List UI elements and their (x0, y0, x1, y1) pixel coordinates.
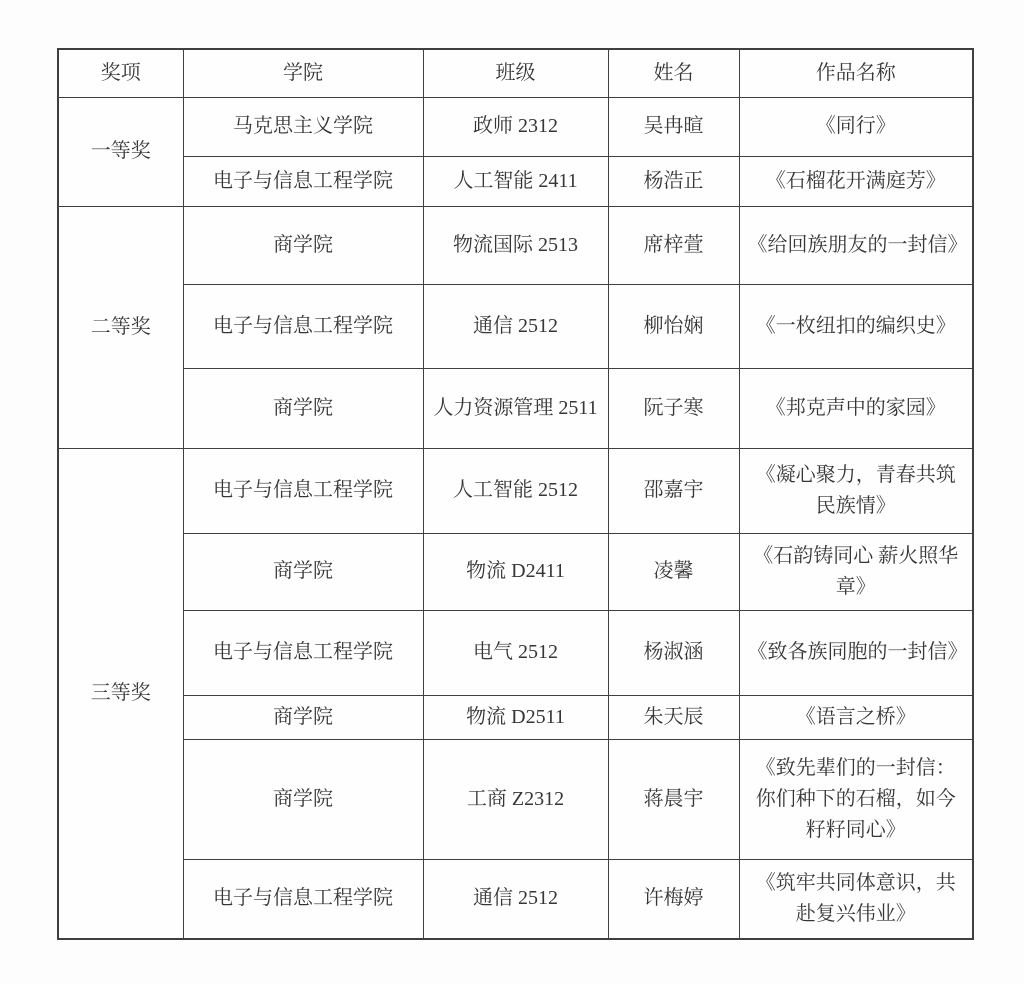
work-cell: 《致先辈们的一封信：你们种下的石榴，如今籽籽同心》 (739, 739, 973, 859)
name-cell: 杨浩正 (608, 156, 739, 206)
work-cell: 《筑牢共同体意识，共赴复兴伟业》 (739, 859, 973, 939)
name-cell: 杨淑涵 (608, 610, 739, 695)
awards-table (57, 48, 974, 940)
header-cell-college: 学院 (183, 49, 423, 97)
table-row (58, 859, 973, 939)
name-cell: 朱天辰 (608, 695, 739, 739)
table-row (58, 695, 973, 739)
college-cell: 电子与信息工程学院 (183, 448, 423, 533)
name-cell: 许梅婷 (608, 859, 739, 939)
college-cell: 商学院 (183, 695, 423, 739)
header-row (58, 49, 973, 97)
class-cell: 物流 D2411 (423, 533, 608, 610)
college-cell: 电子与信息工程学院 (183, 284, 423, 368)
college-cell: 商学院 (183, 533, 423, 610)
name-cell: 柳怡娴 (608, 284, 739, 368)
college-cell: 商学院 (183, 368, 423, 448)
award-cell: 二等奖 (58, 206, 183, 448)
table-row (58, 206, 973, 284)
name-cell: 阮子寒 (608, 368, 739, 448)
work-cell: 《语言之桥》 (739, 695, 973, 739)
college-cell: 电子与信息工程学院 (183, 156, 423, 206)
table-row (58, 448, 973, 533)
work-cell: 《同行》 (739, 97, 973, 156)
table-row (58, 610, 973, 695)
header-cell-name: 姓名 (608, 49, 739, 97)
work-cell: 《一枚纽扣的编织史》 (739, 284, 973, 368)
college-cell: 商学院 (183, 206, 423, 284)
work-cell: 《凝心聚力，青春共筑民族情》 (739, 448, 973, 533)
work-cell: 《石韵铸同心 薪火照华章》 (739, 533, 973, 610)
class-cell: 工商 Z2312 (423, 739, 608, 859)
name-cell: 蒋晨宇 (608, 739, 739, 859)
award-cell: 一等奖 (58, 97, 183, 206)
class-cell: 物流国际 2513 (423, 206, 608, 284)
name-cell: 吴冉暄 (608, 97, 739, 156)
name-cell: 凌馨 (608, 533, 739, 610)
class-cell: 人工智能 2512 (423, 448, 608, 533)
class-cell: 人工智能 2411 (423, 156, 608, 206)
name-cell: 席梓萱 (608, 206, 739, 284)
header-cell-award: 奖项 (58, 49, 183, 97)
table-row (58, 533, 973, 610)
name-cell: 邵嘉宇 (608, 448, 739, 533)
college-cell: 电子与信息工程学院 (183, 610, 423, 695)
college-cell: 马克思主义学院 (183, 97, 423, 156)
table-row (58, 368, 973, 448)
college-cell: 电子与信息工程学院 (183, 859, 423, 939)
class-cell: 政师 2312 (423, 97, 608, 156)
header-cell-class: 班级 (423, 49, 608, 97)
table-row (58, 739, 973, 859)
award-cell: 三等奖 (58, 448, 183, 939)
class-cell: 物流 D2511 (423, 695, 608, 739)
work-cell: 《致各族同胞的一封信》 (739, 610, 973, 695)
class-cell: 人力资源管理 2511 (423, 368, 608, 448)
table-row (58, 156, 973, 206)
work-cell: 《石榴花开满庭芳》 (739, 156, 973, 206)
table-row (58, 284, 973, 368)
class-cell: 电气 2512 (423, 610, 608, 695)
class-cell: 通信 2512 (423, 284, 608, 368)
class-cell: 通信 2512 (423, 859, 608, 939)
work-cell: 《邦克声中的家园》 (739, 368, 973, 448)
table-row (58, 97, 973, 156)
work-cell: 《给回族朋友的一封信》 (739, 206, 973, 284)
header-cell-work: 作品名称 (739, 49, 973, 97)
college-cell: 商学院 (183, 739, 423, 859)
